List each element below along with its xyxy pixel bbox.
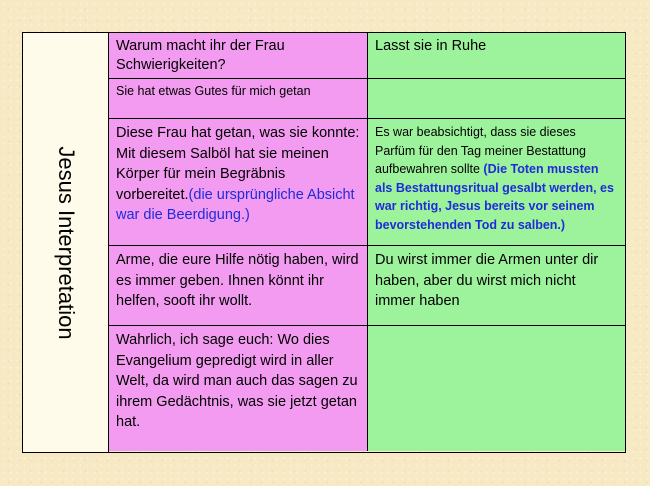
row-3-left-text: Diese Frau hat getan, was sie konnte: Mit diesem Salböl hat sie meinen Körper für mein Begräbnis vorbereitet. xyxy=(116,125,360,203)
row-1-right-text: Lasst sie in Ruhe xyxy=(375,38,487,54)
row-4-left-cell xyxy=(109,246,368,326)
side-header-label: Jesus Interpretation xyxy=(53,145,79,340)
row-4-right-cell xyxy=(368,246,625,326)
row-2-right-cell xyxy=(368,79,625,119)
row-3-right-text: Es war beabsichtigt, dass sie dieses Parfüm für den Tag meiner Bestattung aufbewahren sollte xyxy=(375,125,586,176)
row-2-left-text: Sie hat etwas Gutes für mich getan xyxy=(116,84,311,98)
interpretation-table xyxy=(22,32,626,453)
row-3-left-note: (die ursprüngliche Absicht war die Beerdigung.) xyxy=(116,186,355,223)
row-4-right-text: Du wirst immer die Armen unter dir haben, aber du wirst mich nicht immer haben xyxy=(375,252,599,309)
row-3-right-cell xyxy=(368,119,625,246)
row-4-left-text: Arme, die eure Hilfe nötig haben, wird es immer geben. Ihnen könnt ihr helfen, sooft ihr wollt. xyxy=(116,252,359,309)
row-5-left-cell xyxy=(109,326,368,451)
row-2-left-cell xyxy=(109,79,368,119)
row-1-right-cell xyxy=(368,33,625,79)
row-3-left-cell xyxy=(109,119,368,246)
row-3-right-note: (Die Toten mussten als Bestattungsritual gesalbt werden, es war richtig, Jesus bereits vor seinem bevorstehenden Tod zu salben.) xyxy=(375,162,614,232)
row-1-left-text: Warum macht ihr der Frau Schwierigkeiten? xyxy=(116,38,285,73)
row-5-left-text: Wahrlich, ich sage euch: Wo dies Evangelium gepredigt wird in aller Welt, da wird man auch das sagen zu ihrem Gedächtnis, was sie jetzt getan hat. xyxy=(116,332,358,430)
side-header-cell xyxy=(23,33,109,452)
row-1-left-cell xyxy=(109,33,368,79)
row-5-right-cell xyxy=(368,326,625,451)
